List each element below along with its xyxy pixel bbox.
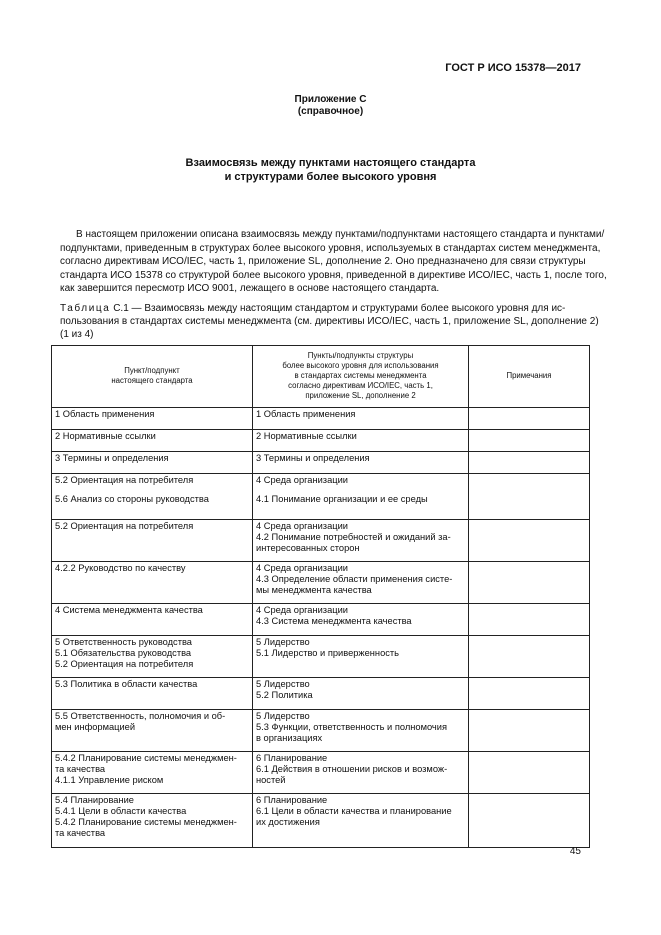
hls-clause-cell: 6 Планирование 6.1 Действия в отношении рисков и возмож- ностей: [253, 752, 469, 794]
clause-cell: 5.2 Ориентация на потребителя: [52, 520, 253, 562]
correspondence-table: [51, 345, 590, 848]
notes-cell: [469, 678, 590, 710]
notes-cell: [469, 636, 590, 678]
hls-clause-cell: 6 Планирование 6.1 Цели в области качества и планирование их достижения: [253, 794, 469, 848]
document-code: ГОСТ Р ИСО 15378—2017: [445, 62, 581, 74]
table-caption-line-3: (1 из 4): [60, 328, 94, 340]
header-cell-notes: Примечания: [469, 346, 590, 408]
notes-cell: [469, 520, 590, 562]
page-number: 45: [569, 846, 581, 857]
notes-cell: [469, 474, 590, 520]
clause-cell: 5.2 Ориентация на потребителя 5.6 Анализ со стороны руководства: [52, 474, 253, 520]
hls-clause-cell: 4 Среда организации 4.3 Определение области применения систе- мы менеджмента качества: [253, 562, 469, 604]
table-row: [52, 636, 590, 678]
section-title: [0, 156, 661, 184]
notes-cell: [469, 430, 590, 452]
table-row: [52, 678, 590, 710]
notes-cell: [469, 452, 590, 474]
hls-clause-cell: 4 Среда организации 4.2 Понимание потребностей и ожиданий за- интересованных сторон: [253, 520, 469, 562]
table-row: [52, 604, 590, 636]
clause-cell: 5.4.2 Планирование системы менеджмен- та качества 4.1.1 Управление риском: [52, 752, 253, 794]
header-cell-clause: Пункт/подпункт настоящего стандарта: [52, 346, 253, 408]
hls-clause-cell: 3 Термины и определения: [253, 452, 469, 474]
intro-line: как завершится пересмотр ИСО 9001, лежащего в основе настоящего стандарта.: [60, 283, 440, 295]
section-title-line-2: и структурами более высокого уровня: [224, 171, 437, 183]
table-row: [52, 474, 590, 520]
notes-cell: [469, 710, 590, 752]
table-row: [52, 562, 590, 604]
intro-line: подпунктами, приведенным в структурах более высокого уровня, используемых в стандартах систем менеджмента,: [60, 242, 601, 254]
table-row: [52, 408, 590, 430]
notes-cell: [469, 562, 590, 604]
intro-line: согласно директивам ИСО/IEC, часть 1, приложение SL, дополнение 2. Оно предназначено для связи структуры: [60, 256, 586, 268]
hls-clause-cell: 5 Лидерство 5.1 Лидерство и приверженность: [253, 636, 469, 678]
hls-clause-cell: 5 Лидерство 5.2 Политика: [253, 678, 469, 710]
table-caption: [60, 303, 599, 341]
appendix-subtitle: (справочное): [297, 106, 364, 117]
section-title-line-1: Взаимосвязь между пунктами настоящего стандарта: [185, 157, 476, 169]
table-row: [52, 794, 590, 848]
hls-clause-cell: 4 Среда организации 4.1 Понимание организации и ее среды: [253, 474, 469, 520]
intro-line: В настоящем приложении описана взаимосвязь между пунктами/подпунктами настоящего стандарта и пунктами/: [76, 229, 605, 240]
clause-cell: 4 Система менеджмента качества: [52, 604, 253, 636]
table-row: [52, 452, 590, 474]
clause-cell: 3 Термины и определения: [52, 452, 253, 474]
table-header-row: [52, 346, 590, 408]
clause-cell: 4.2.2 Руководство по качеству: [52, 562, 253, 604]
intro-line: стандарта ИСО 15378 со структурой более высокого уровня, приведенной в директиве ИСО/IEC, часть 1, после того,: [60, 269, 607, 281]
clause-cell: 5.4 Планирование 5.4.1 Цели в области качества 5.4.2 Планирование системы менеджмен- та качества: [52, 794, 253, 848]
clause-cell: 2 Нормативные ссылки: [52, 430, 253, 452]
table-caption-line-1: [60, 303, 582, 316]
intro-paragraph: [60, 228, 607, 296]
clause-cell: 5.5 Ответственность, полномочия и об- мен информацией: [52, 710, 253, 752]
clause-cell: 5.3 Политика в области качества: [52, 678, 253, 710]
table-caption-label: Таблица: [60, 303, 111, 314]
hls-clause-cell: 4 Среда организации 4.3 Система менеджмента качества: [253, 604, 469, 636]
hls-clause-cell: 1 Область применения: [253, 408, 469, 430]
notes-cell: [469, 752, 590, 794]
notes-cell: [469, 794, 590, 848]
table-caption-rest: С.1 — Взаимосвязь между настоящим стандартом и структурами более высокого уровня для ис-: [110, 303, 566, 314]
clause-cell: 1 Область применения: [52, 408, 253, 430]
hls-clause-cell: 5 Лидерство 5.3 Функции, ответственность и полномочия в организациях: [253, 710, 469, 752]
hls-clause-cell: 2 Нормативные ссылки: [253, 430, 469, 452]
notes-cell: [469, 604, 590, 636]
clause-cell: 5 Ответственность руководства 5.1 Обязательства руководства 5.2 Ориентация на потребителя: [52, 636, 253, 678]
table-row: [52, 520, 590, 562]
table-row: [52, 710, 590, 752]
table-row: [52, 430, 590, 452]
table-row: [52, 752, 590, 794]
appendix-heading: [0, 94, 661, 118]
header-cell-hls-clause: Пункты/подпункты структуры более высокого уровня для использования в стандартах системы менеджмента согласно директивам ИСО/IEC, часть 1, приложение SL, дополнение 2: [253, 346, 469, 408]
table-caption-line-2: пользования в стандартах системы менеджмента (см. директивы ИСО/IEC, часть 1, приложение SL, дополнение 2): [60, 315, 599, 327]
notes-cell: [469, 408, 590, 430]
appendix-title: Приложение С: [294, 94, 367, 105]
